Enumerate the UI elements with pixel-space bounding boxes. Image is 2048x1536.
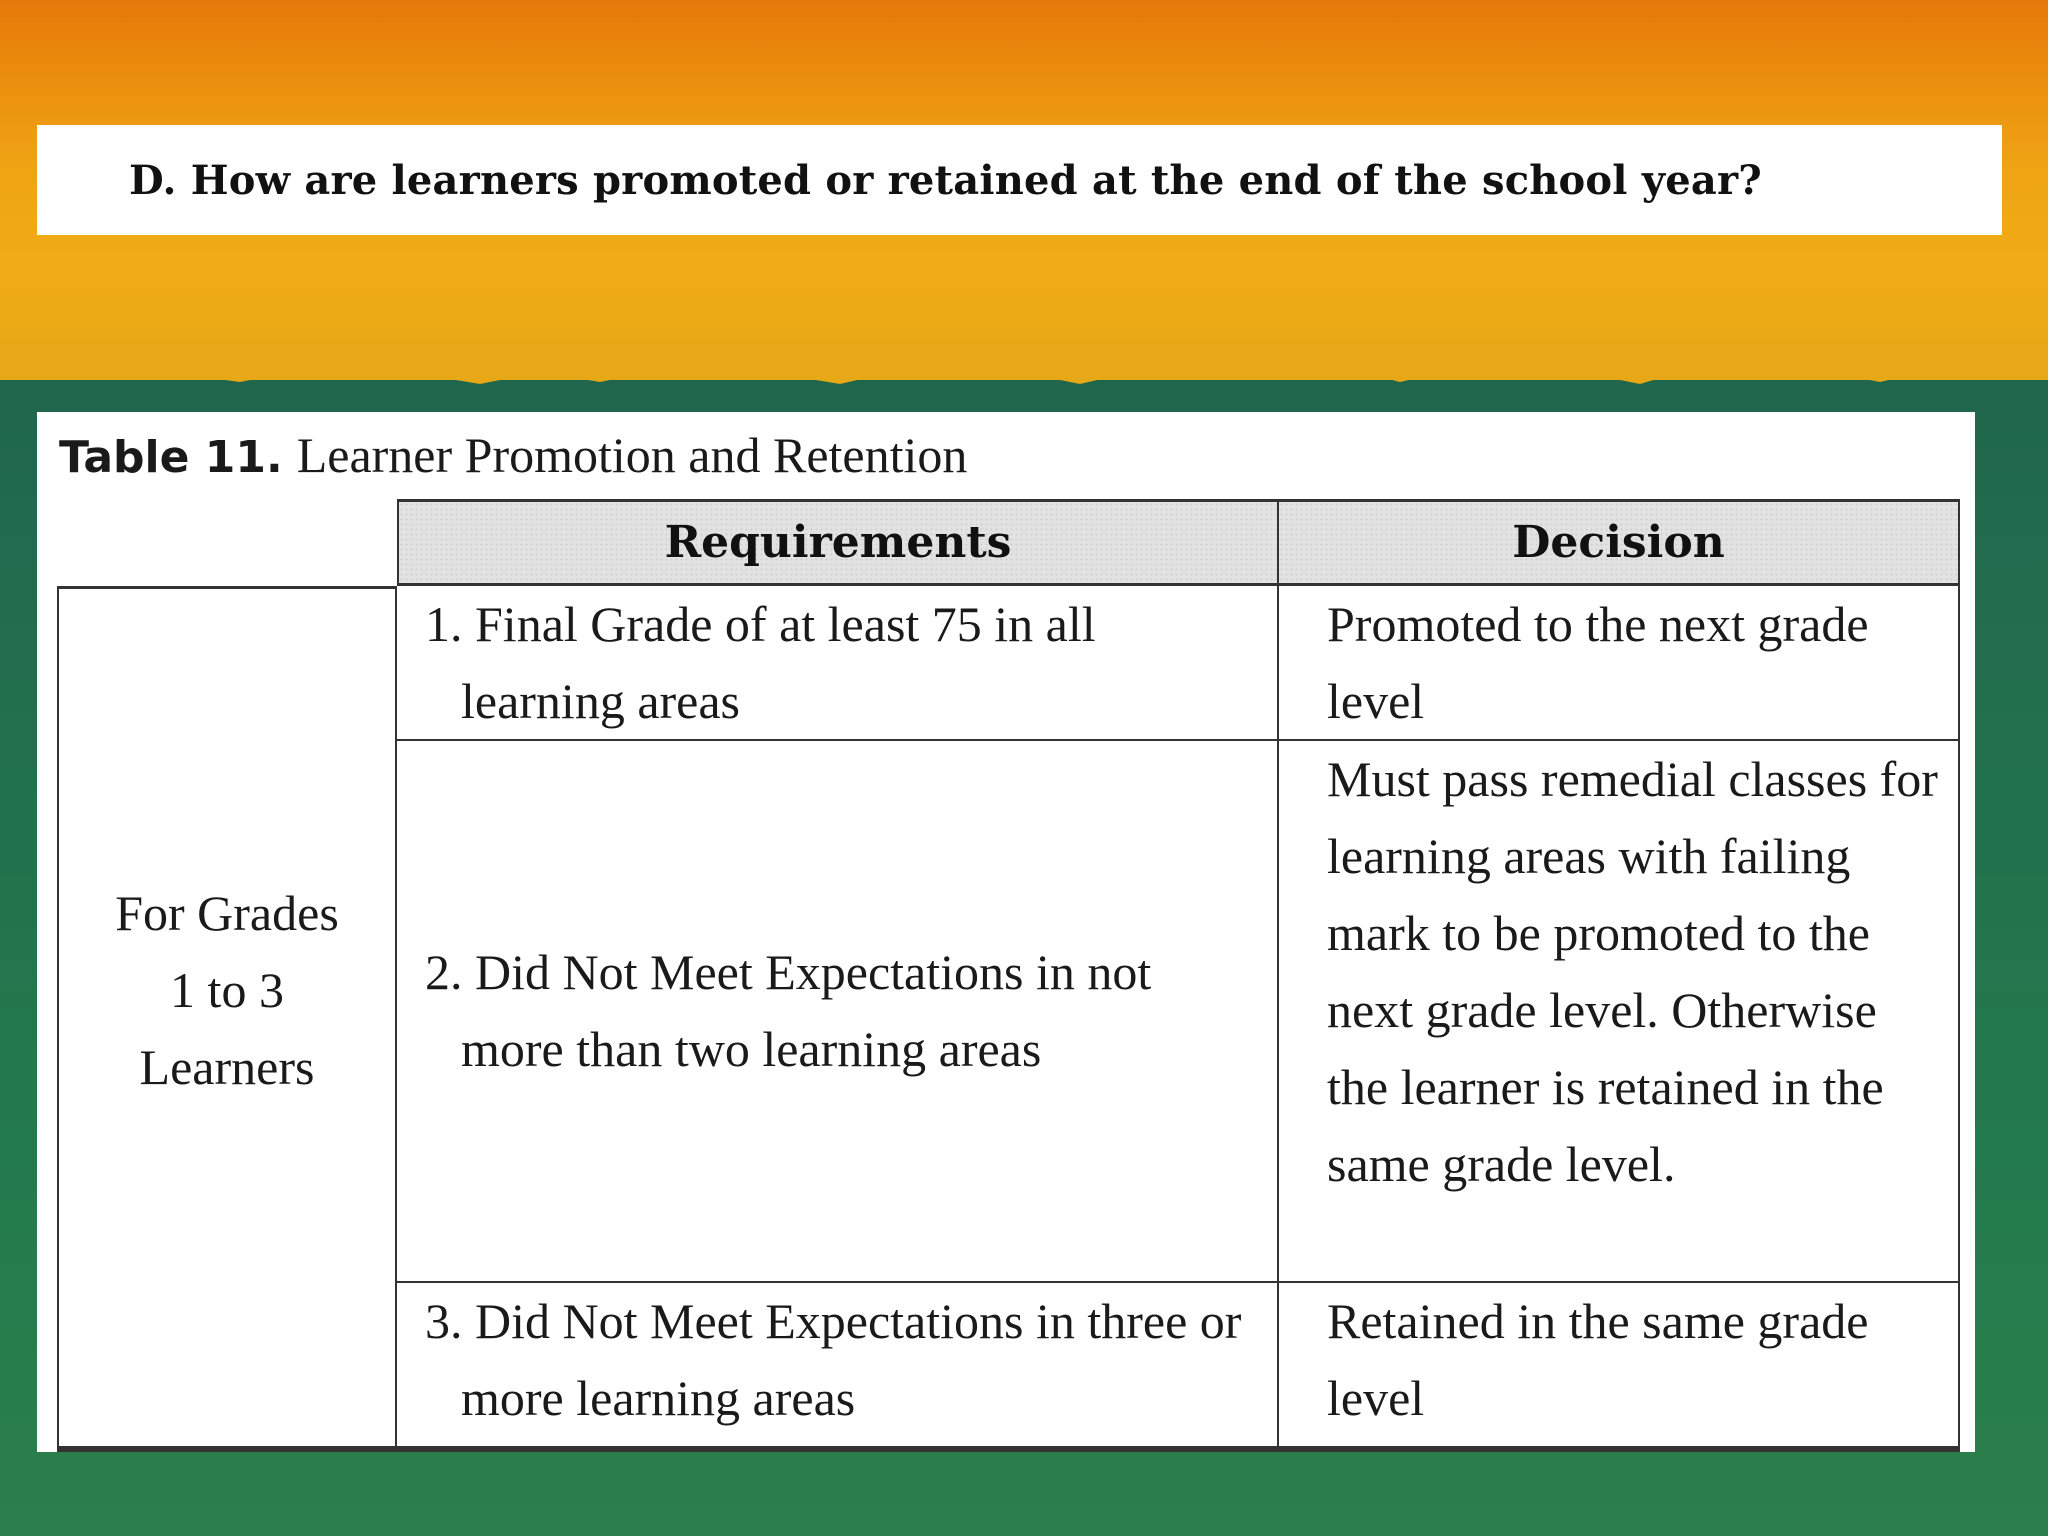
requirement-text-2: 2. Did Not Meet Expectations in not more than two learning areas: [425, 944, 1152, 1077]
table-caption: [59, 426, 967, 484]
table-caption-title: Learner Promotion and Retention: [296, 427, 968, 483]
table-bottom-rule: [57, 1446, 1960, 1452]
table-panel: [37, 412, 1975, 1452]
decision-cell-3: Retained in the same grade level: [1279, 1283, 1960, 1452]
header-decision: Decision: [1279, 499, 1960, 586]
header-requirements: Requirements: [397, 499, 1279, 586]
group-label: For Grades 1 to 3 Learners: [115, 885, 339, 1095]
requirement-cell-1: 1. Final Grade of at least 75 in all learning areas: [397, 586, 1279, 741]
requirement-cell-2: [397, 741, 1279, 1283]
decision-cell-1: Promoted to the next grade level: [1279, 586, 1960, 741]
question-text: D. How are learners promoted or retained at the end of the school year?: [129, 156, 1762, 204]
question-banner: [37, 125, 2002, 235]
torn-band-edge: [0, 340, 2048, 410]
group-label-cell: [57, 586, 397, 1452]
table-caption-label: Table 11.: [59, 432, 283, 483]
decision-cell-2: Must pass remedial classes for learning areas with failing mark to be promoted to the next grade level. Otherwise the learner is retained in the same grade level.: [1279, 741, 1960, 1283]
requirement-cell-3: 3. Did Not Meet Expectations in three or more learning areas: [397, 1283, 1279, 1452]
